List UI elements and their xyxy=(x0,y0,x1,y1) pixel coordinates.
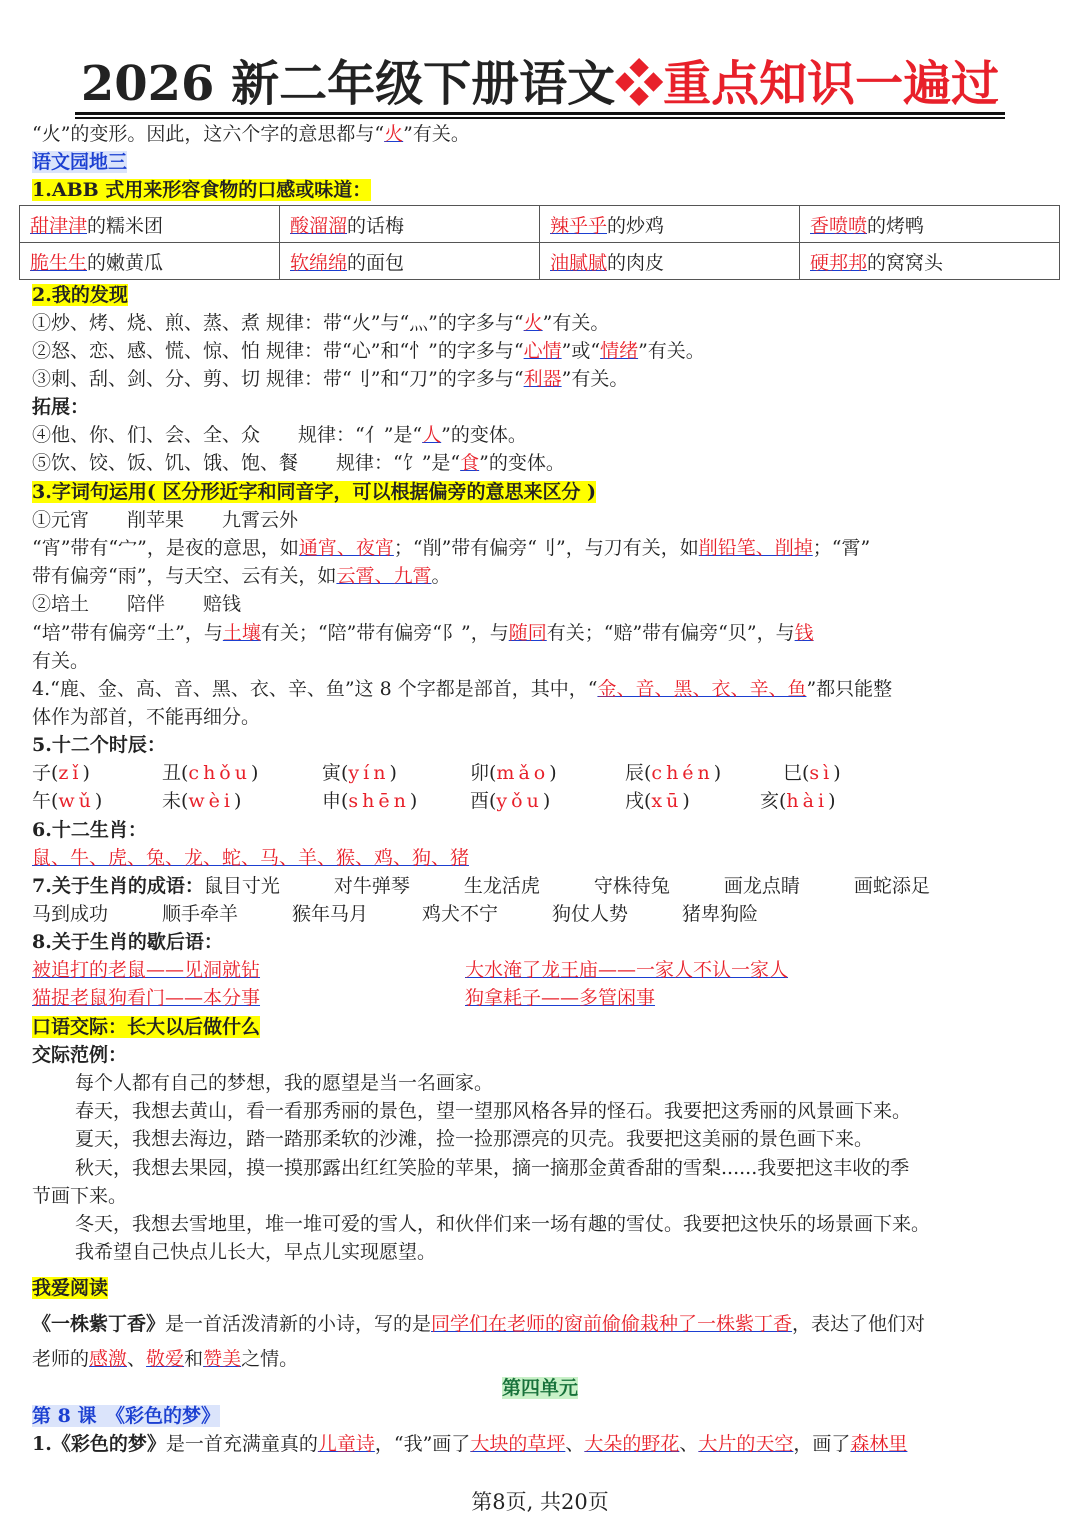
s2-line-4: ④他、你、们、会、全、众 规律：“亻”是“人”的变体。 xyxy=(32,424,527,446)
s7-row-2: 马到成功 顺手牵羊 猴年马月 鸡犬不宁 狗仗人势 猪卑狗险 xyxy=(32,903,759,925)
s3-words-2: ②培土 陪伴 赔钱 xyxy=(32,593,242,615)
s8-row-1: 被追打的老鼠——见洞就钻 大水淹了龙王庙——一家人不认一家人 xyxy=(32,959,789,981)
table-cell: 香喷喷的烤鸭 xyxy=(800,206,1060,243)
oral-subheading: 交际范例： xyxy=(32,1044,128,1066)
s3-words-1: ①元宵 削苹果 九霄云外 xyxy=(32,509,299,531)
unit-heading: 第四单元 xyxy=(501,1377,578,1399)
table-cell: 软绵绵的面包 xyxy=(280,243,540,280)
title-rule-top xyxy=(75,112,1005,115)
s3-para-3: “培”带有偏旁“土”，与土壤有关；“陪”带有偏旁“阝”，与随同有关；“赔”带有偏旁“贝”，与钱 xyxy=(32,622,814,644)
diamond-icon: ❖ xyxy=(615,56,664,112)
s2-line-5: ⑤饮、饺、饭、饥、饿、饱、餐 规律：“饣”是“食”的变体。 xyxy=(32,452,565,474)
shichen-item: 辰(chén) xyxy=(625,762,722,784)
intro-line: “火”的变形。因此，这六个字的意思都与“火”有关。 xyxy=(32,123,470,145)
shichen-item: 午(wǔ) xyxy=(32,790,103,812)
s3-para-4: 有关。 xyxy=(32,650,90,672)
shichen-item: 酉(yǒu) xyxy=(470,790,551,812)
oral-para: 春天，我想去黄山，看一看那秀丽的景色，望一望那风格各异的怪石。我要把这秀丽的风景画下来。 xyxy=(75,1100,912,1122)
s2-line-3: ③刺、刮、剑、分、剪、切 规律：带“刂”和“刀”的字多与“利器”有关。 xyxy=(32,368,629,390)
s1-heading: 1.ABB 式用来形容食物的口感或味道： xyxy=(32,179,372,201)
page-footer: 第8页, 共20页 xyxy=(471,1490,609,1514)
shichen-row-1 xyxy=(32,759,1050,787)
lesson-heading: 第 8 课 《彩色的梦》 xyxy=(32,1405,220,1427)
reading-line-2: 老师的感激、敬爱和赞美之情。 xyxy=(32,1348,299,1370)
shichen-item: 寅(yín) xyxy=(322,762,397,784)
zodiac-list: 鼠、牛、虎、兔、龙、蛇、马、羊、猴、鸡、狗、猪 xyxy=(32,847,470,869)
shichen-item: 巳(sì) xyxy=(783,762,841,784)
s4-line-1: 4.“鹿、金、高、音、黑、衣、辛、鱼”这 8 个字都是部首，其中，“金、音、黑、衣、辛、鱼”都只能整 xyxy=(32,678,893,700)
s3-heading: 3.字词句运用( 区分形近字和同音字，可以根据偏旁的意思来区分 ) xyxy=(32,481,597,503)
reading-heading: 我爱阅读 xyxy=(32,1277,109,1299)
title-black: 2026 新二年级下册语文 xyxy=(80,56,616,112)
oral-para: 每个人都有自己的梦想，我的愿望是当一名画家。 xyxy=(75,1072,494,1094)
oral-para: 秋天，我想去果园，摸一摸那露出红红笑脸的苹果，摘一摘那金黄香甜的雪梨......我要把这丰收的季 xyxy=(75,1157,910,1179)
s8-row-2: 猫捉老鼠狗看门——本分事 狗拿耗子——多管闲事 xyxy=(32,987,656,1009)
oral-para: 夏天，我想去海边，踏一踏那柔软的沙滩，捡一捡那漂亮的贝壳。我要把这美丽的景色画下来。 xyxy=(75,1128,874,1150)
reading-line-1: 《一株紫丁香》是一首活泼清新的小诗，写的是同学们在老师的窗前偷偷栽种了一株紫丁香，表达了他们对 xyxy=(32,1313,926,1335)
oral-para: 冬天，我想去雪地里，堆一堆可爱的雪人，和伙伴们来一场有趣的雪仗。我要把这快乐的场景画下来。 xyxy=(75,1213,931,1235)
page-title xyxy=(0,54,1080,114)
s2-line-2: ②怒、恋、感、慌、惊、怕 规律：带“心”和“忄”的字多与“心情”或“情绪”有关。 xyxy=(32,340,705,362)
shichen-item: 申(shēn) xyxy=(322,790,418,812)
table-cell: 油腻腻的肉皮 xyxy=(540,243,800,280)
title-red: 重点知识一遍过 xyxy=(663,56,1000,112)
s6-heading: 6.十二生肖： xyxy=(32,819,147,841)
s3-para-2: 带有偏旁“雨”，与天空、云有关，如云霄、九霄。 xyxy=(32,565,451,587)
lesson-line-1: 1.《彩色的梦》是一首充满童真的儿童诗，“我”画了大块的草坪、大朵的野花、大片的天空，画了森林里 xyxy=(32,1433,908,1455)
title-rule-bottom xyxy=(75,117,1005,119)
oral-heading: 口语交际：长大以后做什么 xyxy=(32,1016,261,1038)
s2-line-1: ①炒、烤、烧、煎、蒸、煮 规律：带“火”与“灬”的字多与“火”有关。 xyxy=(32,312,610,334)
shichen-item: 亥(hài) xyxy=(760,790,836,812)
table-cell: 酸溜溜的话梅 xyxy=(280,206,540,243)
shichen-item: 未(wèi) xyxy=(162,790,242,812)
table-cell: 辣乎乎的炒鸡 xyxy=(540,206,800,243)
s4-line-2: 体作为部首，不能再细分。 xyxy=(32,706,261,728)
s8-heading: 8.关于生肖的歇后语： xyxy=(32,931,223,953)
shichen-item: 卯(mǎo) xyxy=(470,762,557,784)
abb-table xyxy=(19,205,1060,280)
table-row xyxy=(20,206,1060,243)
shichen-item: 子(zǐ) xyxy=(32,762,90,784)
s7-row-1: 7.关于生肖的成语：鼠目寸光 对牛弹琴 生龙活虎 守株待兔 画龙点睛 画蛇添足 xyxy=(32,875,930,897)
oral-para: 我希望自己快点儿长大，早点儿实现愿望。 xyxy=(75,1241,437,1263)
s5-heading: 5.十二个时辰： xyxy=(32,734,166,756)
table-row xyxy=(20,243,1060,280)
shichen-item: 戌(xū) xyxy=(625,790,690,812)
section-yuandi3: 语文园地三 xyxy=(32,151,128,173)
table-cell: 脆生生的嫩黄瓜 xyxy=(20,243,280,280)
shichen-row-2 xyxy=(32,787,1050,815)
table-cell: 硬邦邦的窝窝头 xyxy=(800,243,1060,280)
oral-para: 节画下来。 xyxy=(32,1185,128,1207)
table-cell: 甜津津的糯米团 xyxy=(20,206,280,243)
s3-para-1: “宵”带有“宀”，是夜的意思，如通宵、夜宵；“削”带有偏旁“刂”，与刀有关，如削铅笔、削掉；“霄” xyxy=(32,537,871,559)
extension-label: 拓展： xyxy=(32,396,90,418)
shichen-item: 丑(chǒu) xyxy=(162,762,259,784)
s2-heading: 2.我的发现 xyxy=(32,284,128,306)
